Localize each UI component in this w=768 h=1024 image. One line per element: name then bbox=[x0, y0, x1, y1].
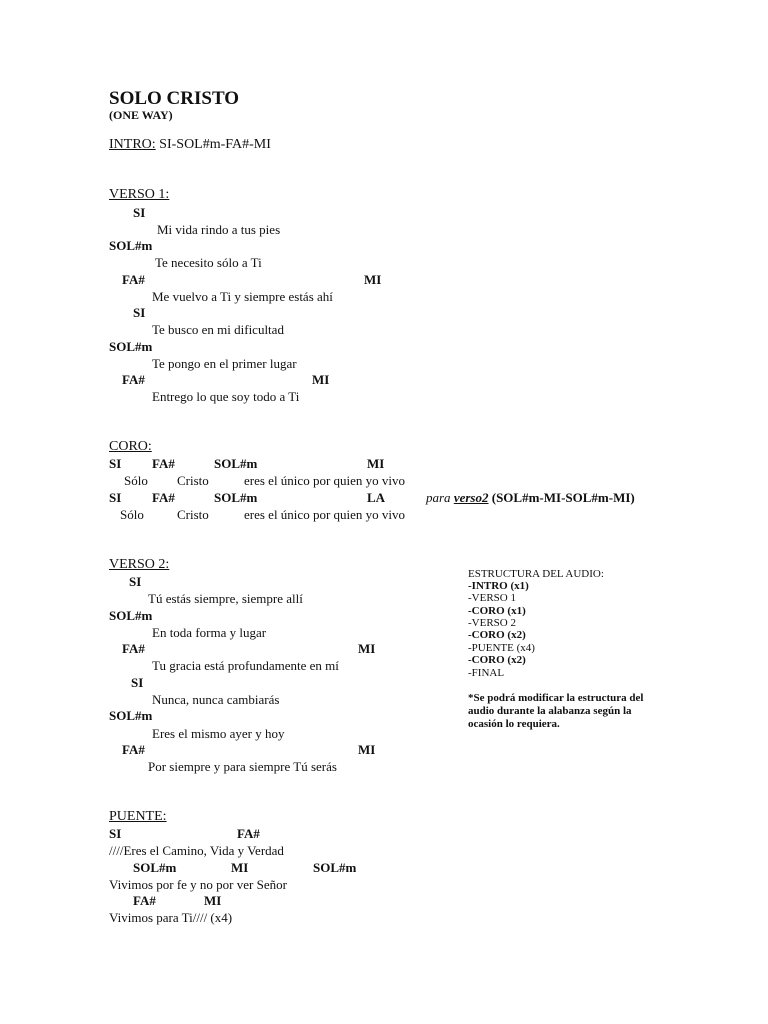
chord: SOL#m bbox=[109, 238, 153, 253]
verso1-heading bbox=[109, 188, 169, 202]
chord: FA# bbox=[152, 456, 175, 471]
lyric-line: Mi vida rindo a tus pies bbox=[157, 222, 281, 237]
chord: FA# bbox=[122, 742, 145, 757]
chord: SOL#m bbox=[109, 608, 153, 623]
intro-chords: SI-SOL#m-FA#-MI bbox=[159, 137, 271, 152]
lyric-line: Nunca, nunca cambiarás bbox=[152, 692, 280, 707]
lyric-word: Sólo bbox=[124, 473, 148, 488]
chord: SI bbox=[133, 205, 146, 220]
chord: MI bbox=[358, 641, 376, 656]
coro-variation-note bbox=[426, 491, 635, 504]
lyric-line: Entrego lo que soy todo a Ti bbox=[152, 389, 300, 404]
chord: FA# bbox=[237, 826, 260, 841]
note-chords: (SOL#m-MI-SOL#m-MI) bbox=[491, 490, 635, 505]
coro-label: CORO: bbox=[109, 439, 152, 454]
coro-heading bbox=[109, 440, 152, 454]
chord: FA# bbox=[122, 272, 145, 287]
lyric-line: ////Eres el Camino, Vida y Verdad bbox=[109, 843, 284, 858]
estructura-item: -CORO (x2) bbox=[468, 629, 526, 641]
lyric-line: Vivimos para Ti//// (x4) bbox=[109, 910, 233, 925]
chord: SOL#m bbox=[214, 490, 258, 505]
lyric-line: Te pongo en el primer lugar bbox=[152, 356, 297, 371]
chord: SOL#m bbox=[109, 708, 153, 723]
chord: SOL#m bbox=[109, 339, 153, 354]
lyric-word: Sólo bbox=[120, 507, 144, 522]
estructura-item: -VERSO 1 bbox=[468, 592, 516, 604]
intro-line bbox=[109, 138, 271, 152]
lyric-line: Vivimos por fe y no por ver Señor bbox=[109, 877, 287, 892]
chord: MI bbox=[312, 372, 330, 387]
song-title: SOLO CRISTO bbox=[109, 88, 240, 109]
lyric-line: Te necesito sólo a Ti bbox=[155, 255, 262, 270]
chord: MI bbox=[367, 456, 385, 471]
estructura-item: -CORO (x2) bbox=[468, 654, 526, 666]
lyric-line: Eres el mismo ayer y hoy bbox=[152, 726, 285, 741]
chord: FA# bbox=[122, 372, 145, 387]
note-verso: verso2 bbox=[453, 490, 489, 505]
chord: SI bbox=[129, 574, 142, 589]
chord: SOL#m bbox=[214, 456, 258, 471]
lyric-line: Tu gracia está profundamente en mí bbox=[152, 658, 339, 673]
verso2-heading bbox=[109, 558, 169, 572]
lyric-line: Tú estás siempre, siempre allí bbox=[148, 591, 303, 606]
estructura-item: -INTRO (x1) bbox=[468, 580, 529, 592]
note-para: para bbox=[426, 490, 451, 505]
lyric-line: Por siempre y para siempre Tú serás bbox=[148, 759, 337, 774]
lyric-word: Cristo bbox=[177, 507, 209, 522]
chord: MI bbox=[231, 860, 249, 875]
chord: SI bbox=[109, 826, 122, 841]
song-subtitle: (ONE WAY) bbox=[109, 108, 173, 122]
lyric-line: Me vuelvo a Ti y siempre estás ahí bbox=[152, 289, 333, 304]
chord: SI bbox=[133, 305, 146, 320]
chord: SOL#m bbox=[133, 860, 177, 875]
chord: SI bbox=[109, 490, 122, 505]
puente-heading bbox=[109, 810, 167, 824]
estructura-note: *Se podrá modificar la estructura del audio durante la alabanza según la ocasión lo requiera. bbox=[468, 692, 644, 730]
chord: MI bbox=[364, 272, 382, 287]
chord: MI bbox=[204, 893, 222, 908]
chord: MI bbox=[358, 742, 376, 757]
puente-label: PUENTE: bbox=[109, 809, 167, 824]
chord: FA# bbox=[133, 893, 156, 908]
estructura-item: -VERSO 2 bbox=[468, 617, 516, 629]
lyric-line: En toda forma y lugar bbox=[152, 625, 267, 640]
intro-label: INTRO: bbox=[109, 137, 156, 152]
lyric-word: Cristo bbox=[177, 473, 209, 488]
estructura-title: ESTRUCTURA DEL AUDIO: bbox=[468, 568, 604, 580]
lyric-word: eres el único por quien yo vivo bbox=[244, 473, 406, 488]
lyric-word: eres el único por quien yo vivo bbox=[244, 507, 406, 522]
chord: SI bbox=[109, 456, 122, 471]
estructura-item: -FINAL bbox=[468, 667, 505, 679]
lyric-line: Te busco en mi dificultad bbox=[152, 322, 284, 337]
verso1-label: VERSO 1: bbox=[109, 187, 170, 202]
estructura-item: -PUENTE (x4) bbox=[468, 642, 535, 654]
chord: FA# bbox=[122, 641, 145, 656]
chord: LA bbox=[367, 490, 386, 505]
estructura-item: -CORO (x1) bbox=[468, 605, 526, 617]
verso2-label: VERSO 2: bbox=[109, 557, 170, 572]
chord: FA# bbox=[152, 490, 175, 505]
chord: SI bbox=[131, 675, 144, 690]
chord: SOL#m bbox=[313, 860, 357, 875]
